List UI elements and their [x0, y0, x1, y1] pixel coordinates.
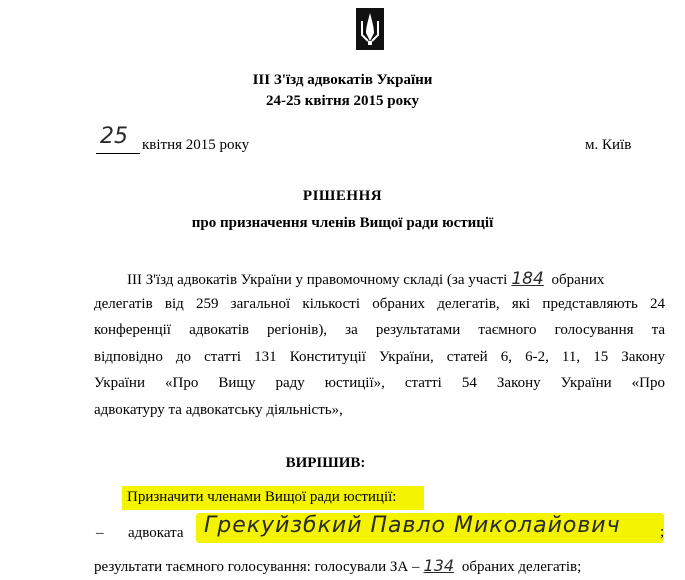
coat-of-arms-icon: [355, 7, 385, 51]
votes-text-b: обраних делегатів;: [461, 559, 582, 575]
body-line-3: конференції адвокатів регіонів), за результатами таємного голосування та: [94, 322, 665, 338]
votes-handwritten: 134: [423, 556, 455, 575]
body-line-1a: ІІІ З'їзд адвокатів України у правомочному складі (за участі: [127, 272, 508, 288]
item-trailing: ;: [660, 524, 665, 540]
participants-handwritten: 184: [511, 269, 544, 289]
document-title: РІШЕННЯ: [302, 188, 383, 204]
body-line-2: делегатів від 259 загальної кількості обраних делегатів, які представляють 24: [94, 296, 665, 312]
date-day-handwritten: 25: [100, 124, 128, 149]
congress-title: ІІІ З'їзд адвокатів України: [252, 72, 433, 88]
item-dash: –: [96, 525, 104, 541]
votes-text-a: результати таємного голосування: голосували ЗА –: [94, 559, 420, 575]
date-day-line: [96, 124, 140, 154]
body-line-1b: обраних: [551, 272, 605, 288]
votes-line: [94, 556, 665, 576]
item-prefix: адвоката: [128, 525, 184, 541]
resolved-heading: ВИРІШИВ:: [285, 455, 366, 471]
body-line-6: адвокатуру та адвокатську діяльність»,: [94, 402, 343, 418]
document-subtitle: про призначення членів Вищої ради юстиції: [191, 215, 494, 231]
body-line-1: [127, 269, 665, 289]
appoint-text: Призначити членами Вищої ради юстиції:: [127, 489, 397, 505]
date-text: квітня 2015 року: [142, 137, 250, 153]
appointee-name-handwritten: Грекуйзбкий Павло Миколайович: [204, 513, 621, 538]
congress-dates: 24-25 квітня 2015 року: [265, 93, 420, 109]
body-line-5: України «Про Вищу раду юстиції», статті 54 Закону України «Про: [94, 375, 665, 391]
city: м. Київ: [585, 137, 632, 153]
body-line-4: відповідно до статті 131 Конституції України, статей 6, 6-2, 11, 15 Закону: [94, 349, 665, 365]
